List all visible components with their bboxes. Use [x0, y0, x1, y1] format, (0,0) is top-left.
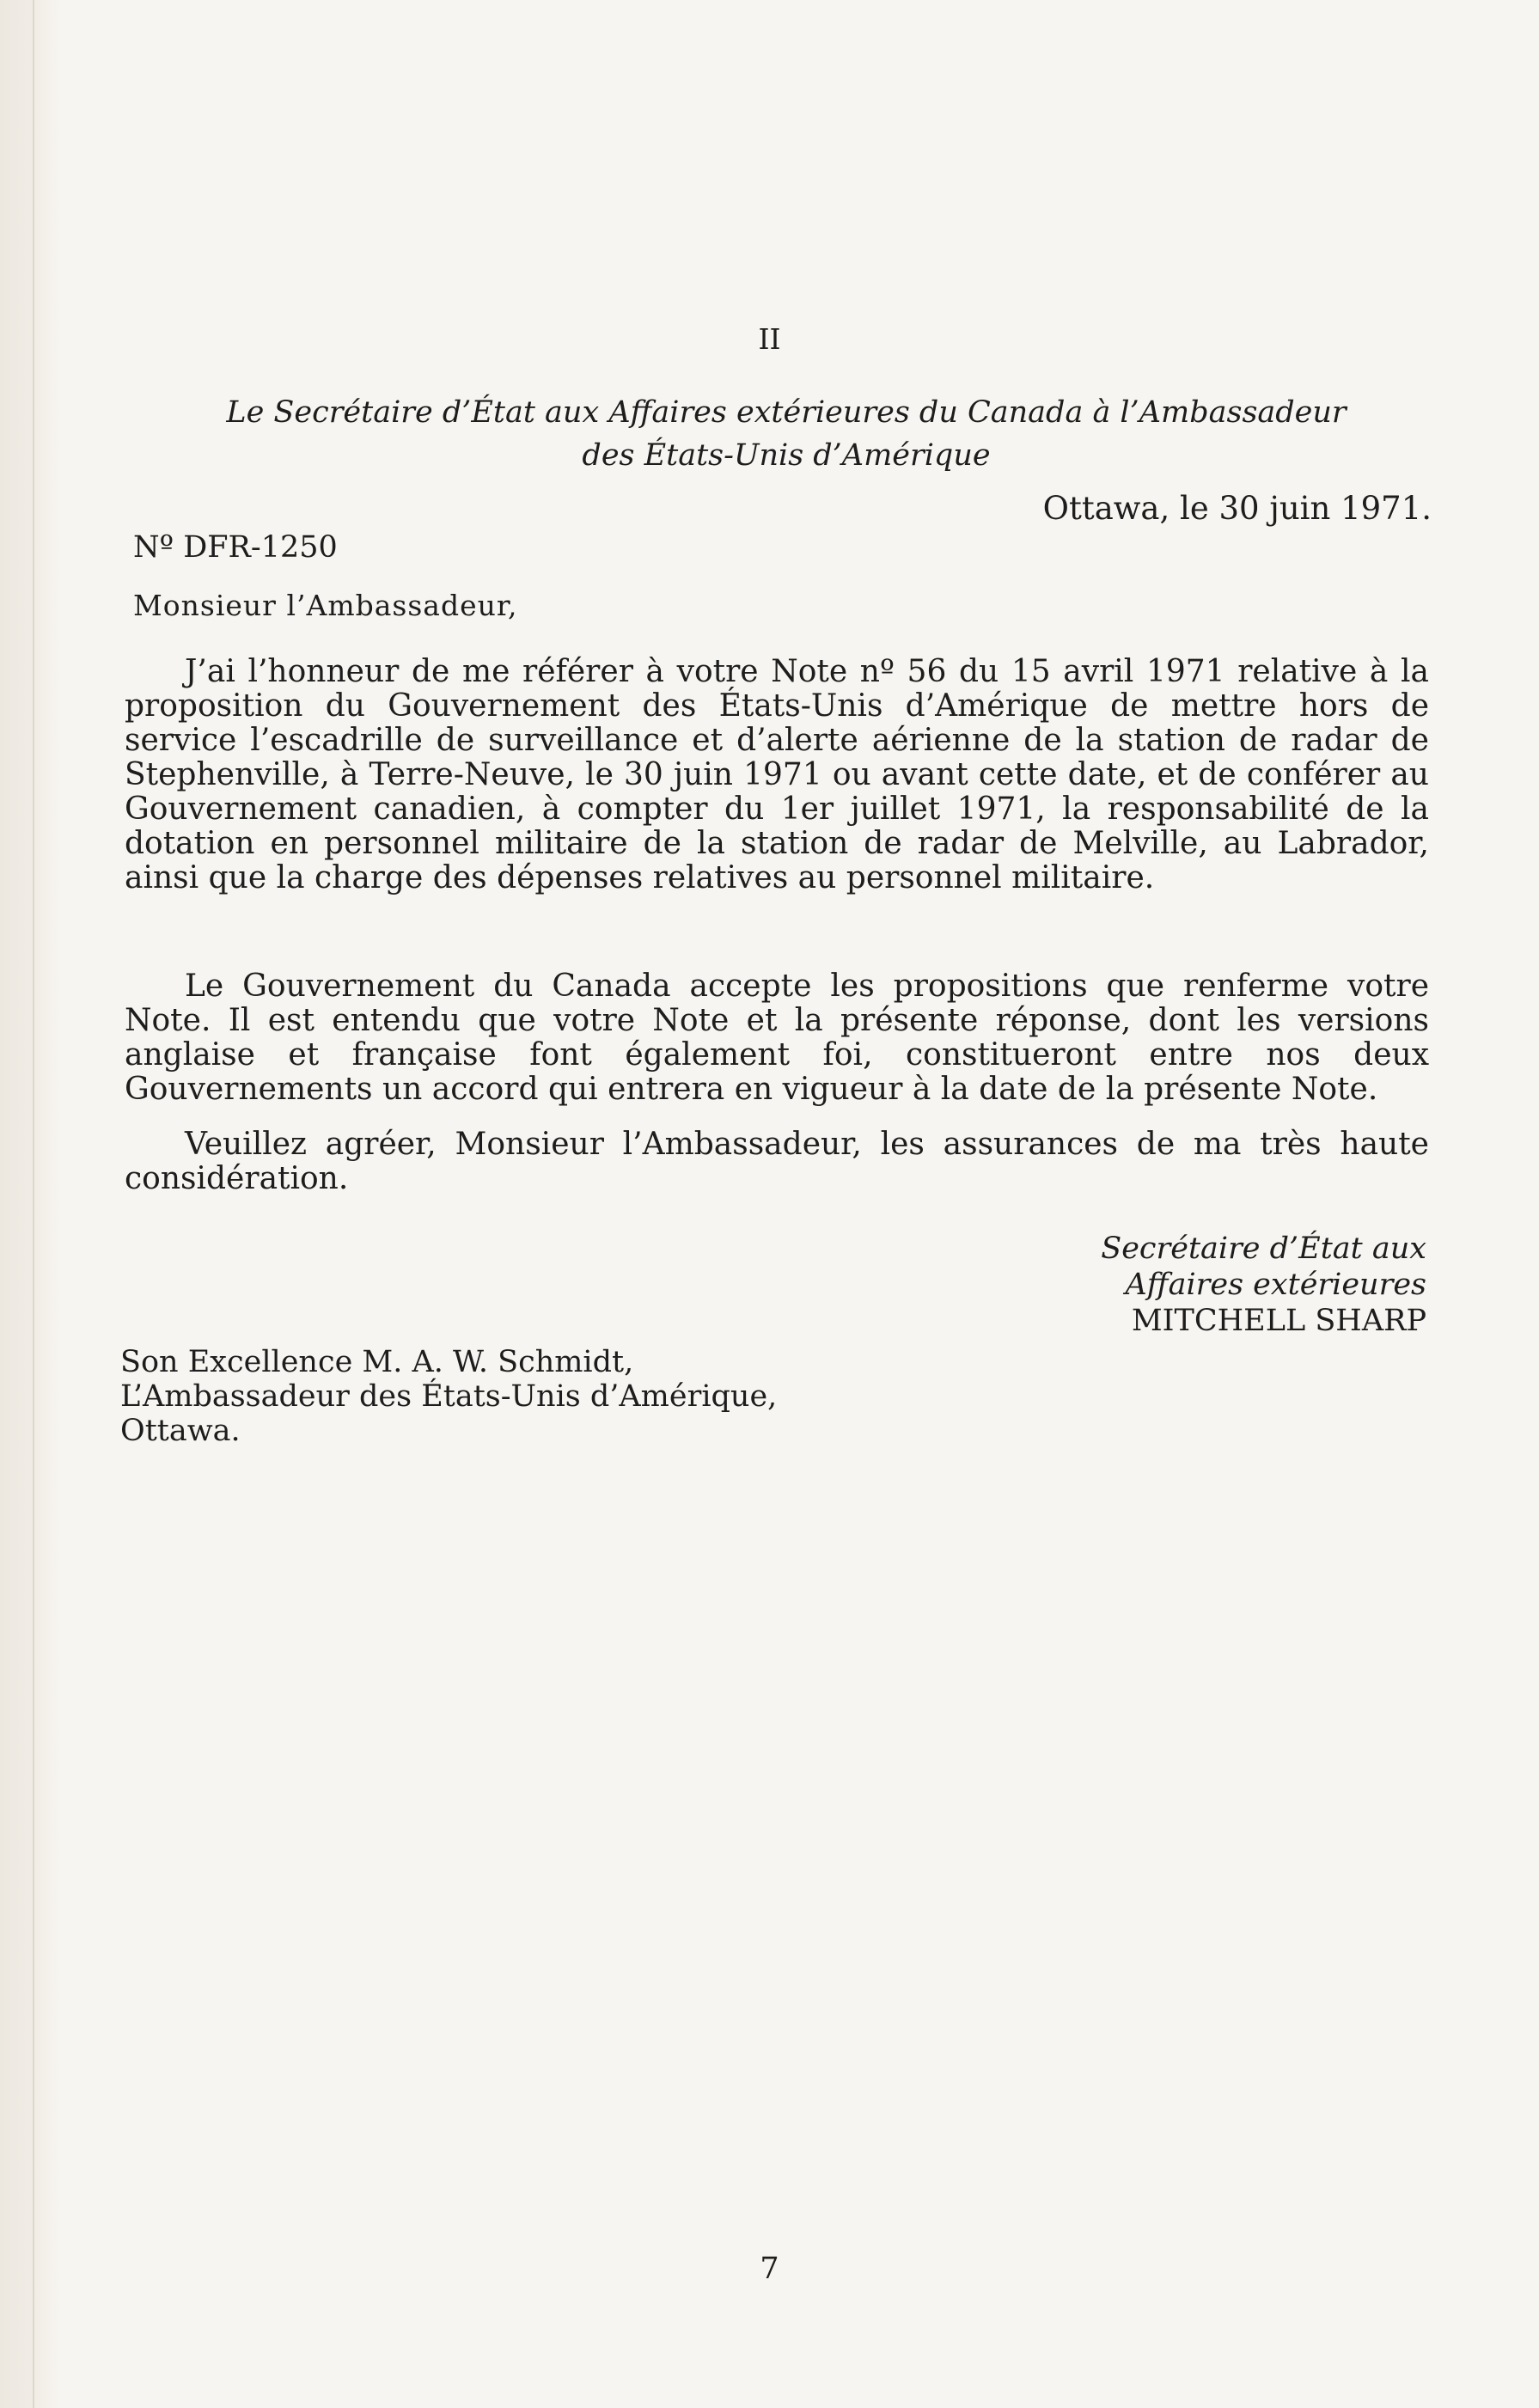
date-line: Ottawa, le 30 juin 1971. [1042, 490, 1432, 527]
salutation: Monsieur l’Ambassadeur, [133, 589, 518, 622]
addressee-line-1: Son Excellence M. A. W. Schmidt, [120, 1345, 634, 1379]
signatory-title-line-2: Affaires extérieures [1125, 1268, 1426, 1302]
paragraph-text: Veuillez agréer, Monsieur l’Ambassadeur, les assurances de ma très haute considération. [125, 1127, 1429, 1196]
body-paragraph-1 [125, 655, 1429, 895]
heading-line-2: des États-Unis d’Amérique [582, 438, 991, 473]
page-number: 7 [760, 2252, 779, 2286]
addressee-line-2: L’Ambassadeur des États-Unis d’Amérique, [120, 1379, 778, 1414]
signatory-name: MITCHELL SHARP [1131, 1304, 1426, 1338]
binding-line [33, 0, 34, 2408]
addressee-block [120, 1345, 777, 1448]
reference-number: Nº DFR-1250 [133, 530, 338, 565]
addressee-line-3: Ottawa. [120, 1414, 241, 1448]
signatory-title-line-1: Secrétaire d’État aux [1101, 1232, 1426, 1266]
binding-edge [0, 0, 60, 2408]
heading-line-1: Le Secrétaire d’État aux Affaires extérieures du Canada à l’Ambassadeur [226, 395, 1347, 430]
section-number: II [758, 322, 781, 356]
letter-heading [129, 391, 1444, 477]
paragraph-text: J’ai l’honneur de me référer à votre Note nº 56 du 15 avril 1971 relative à la proposition du Gouvernement des États-Unis d’Amérique de mettre hors de service l’escadrille de surveillance et d’alerte aérienne de la station de radar de Stephenville, à Terre-Neuve, le 30 juin 1971 ou avant cette date, et de conférer au Gouvernement canadien, à compter du 1er juillet 1971, la responsabilité de la dotation en personnel militaire de la station de radar de Melville, au Labrador, ainsi que la charge des dépenses relatives au personnel militaire. [125, 654, 1429, 895]
body-paragraph-3 [125, 1128, 1429, 1196]
paragraph-text: Le Gouvernement du Canada accepte les propositions que renferme votre Note. Il est entendu que votre Note et la présente réponse, dont les versions anglaise et française font également foi, constitueront entre nos deux Gouvernements un accord qui entrera en vigueur à la date de la présente Note. [125, 969, 1429, 1107]
signature-block [997, 1231, 1426, 1339]
body-paragraph-2 [125, 969, 1429, 1107]
